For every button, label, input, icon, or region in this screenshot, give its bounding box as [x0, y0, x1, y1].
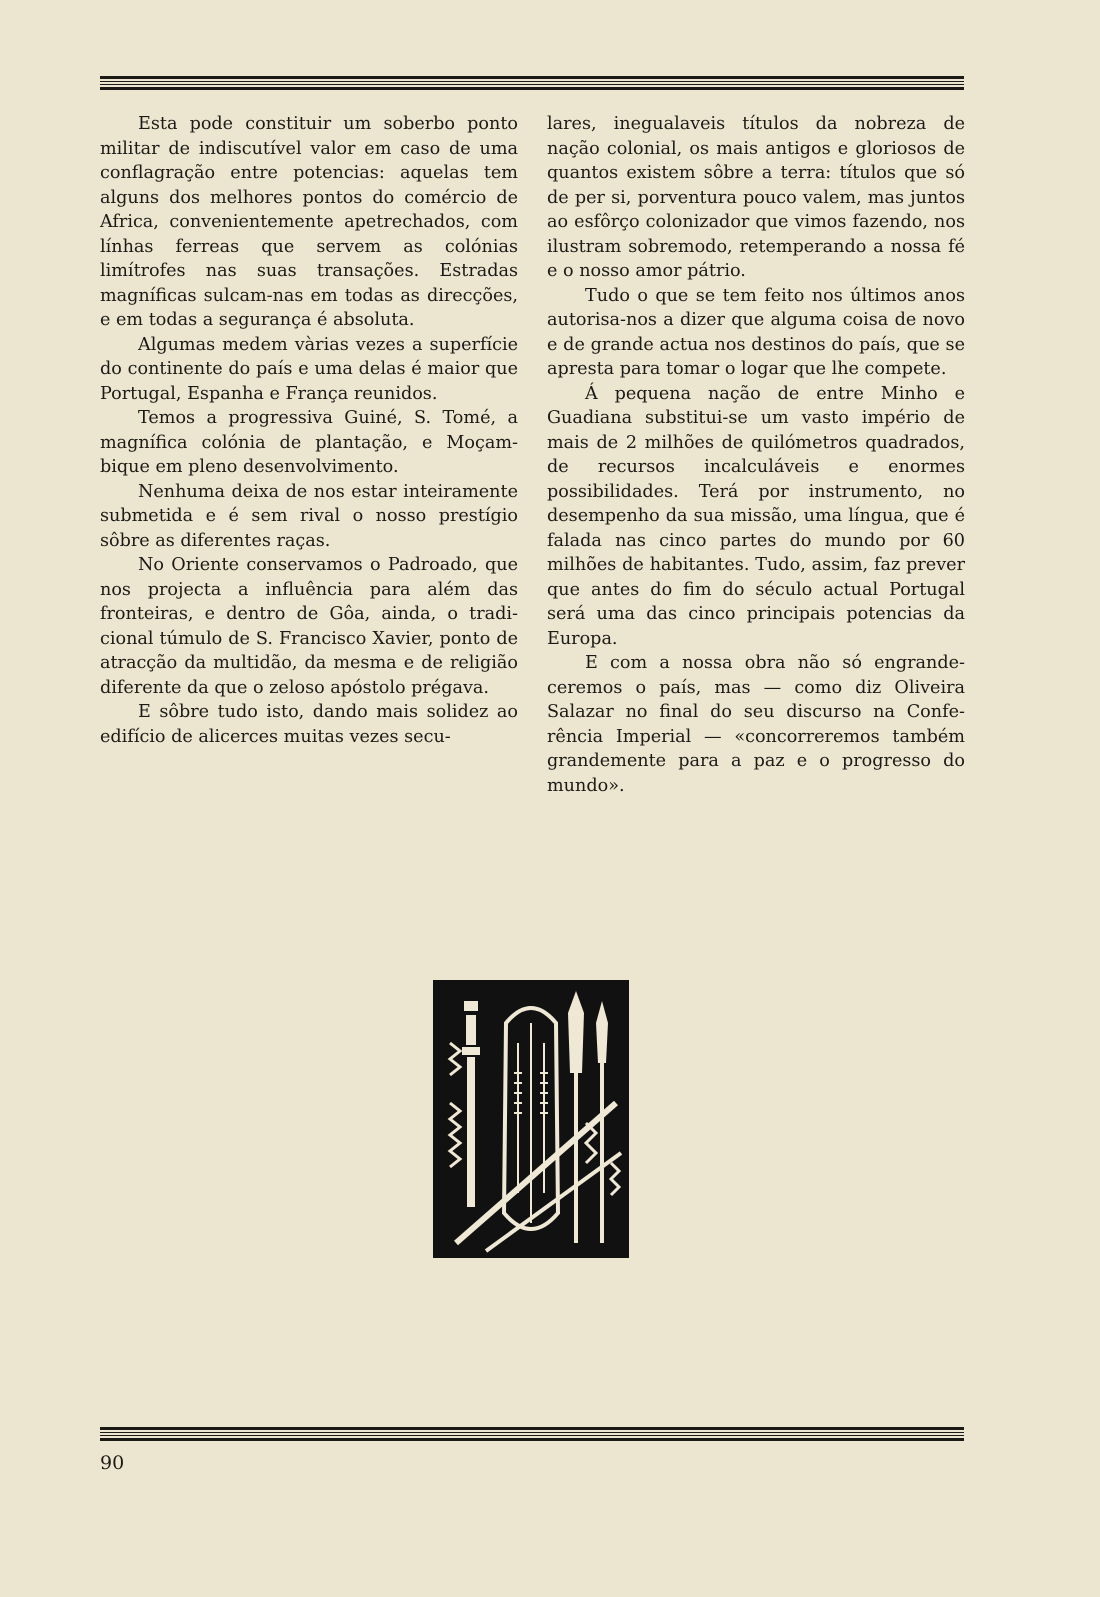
- spears-shield-engraving: [436, 983, 626, 1255]
- paragraph: Tudo o que se tem feito nos últimos anos autorisa-nos a dizer que alguma coisa de novo e de grande actua nos destinos do país, que se apresta para tomar o logar que lhe compete.: [547, 285, 965, 379]
- page-number: 90: [100, 1452, 125, 1474]
- paragraph: Nenhuma deixa de nos estar inteiramente submetida e é sem rival o nosso prestígio sôbre as diferentes raças.: [100, 481, 518, 551]
- left-column: [100, 112, 518, 749]
- top-rule: [100, 76, 964, 92]
- paragraph: Algumas medem vàrias vezes a superfície do continente do país e uma delas é maior que Portugal, Espanha e França reunidos.: [100, 334, 518, 404]
- paragraph: E com a nossa obra não só engrandeceremos o país, mas — como diz Oliveira Salazar no final do seu discurso na Conferência Imperial — «concorreremos também grandemente para a paz e o progresso do mundo».: [547, 653, 965, 796]
- paragraph: Esta pode constituir um soberbo ponto militar de indiscutível valor em caso de uma conflagração entre potencias: aquelas tem alguns dos melhores pontos do comércio de Africa, convenientemente apetrechados, com línhas ferreas que servem as colónias limítrofes nas suas transações. Estradas magníficas sulcam-nas em todas as direcções, e em todas a segurança é absoluta.: [100, 114, 518, 330]
- paragraph: Temos a progressiva Guiné, S. Tomé, a magnífica colónia de plantação, e Moçambique em pleno desenvolvimento.: [100, 408, 518, 477]
- paragraph: Á pequena nação de entre Minho e Guadiana substitui-se um vasto império de mais de 2 milhões de quilómetros quadrados, de recursos incalculáveis e enormes possibilidades. Terá por instrumento, no desempenho da sua missão, uma língua, que é falada nas cinco partes do mundo por 60 milhões de habitantes. Tudo, assim, faz prever que antes do fim do século actual Portugal será uma das cinco principais potencias da Europa.: [547, 383, 965, 649]
- paragraph: E sôbre tudo isto, dando mais solidez ao edifício de alicerces muitas vezes secu-: [100, 702, 518, 747]
- bottom-rule: [100, 1427, 964, 1443]
- right-column: [547, 112, 965, 798]
- woodcut-illustration: [433, 980, 629, 1258]
- paragraph: No Oriente conservamos o Padroado, que nos projecta a influência para além das fronteiras, e dentro de Gôa, ainda, o tradicional túmulo de S. Francisco Xavier, ponto de atracção da multidão, da mesma e de religião diferente da que o zeloso apóstolo prégava.: [100, 555, 518, 698]
- paragraph: lares, inegualaveis títulos da nobreza de nação colonial, os mais antigos e gloriosos de quantos existem sôbre a terra: títulos que só de per si, porventura pouco valem, mas juntos ao esfôrço colonizador que vimos fazendo, nos ilustram sobremodo, retemperando a nossa fé e o nosso amor pátrio.: [547, 114, 965, 281]
